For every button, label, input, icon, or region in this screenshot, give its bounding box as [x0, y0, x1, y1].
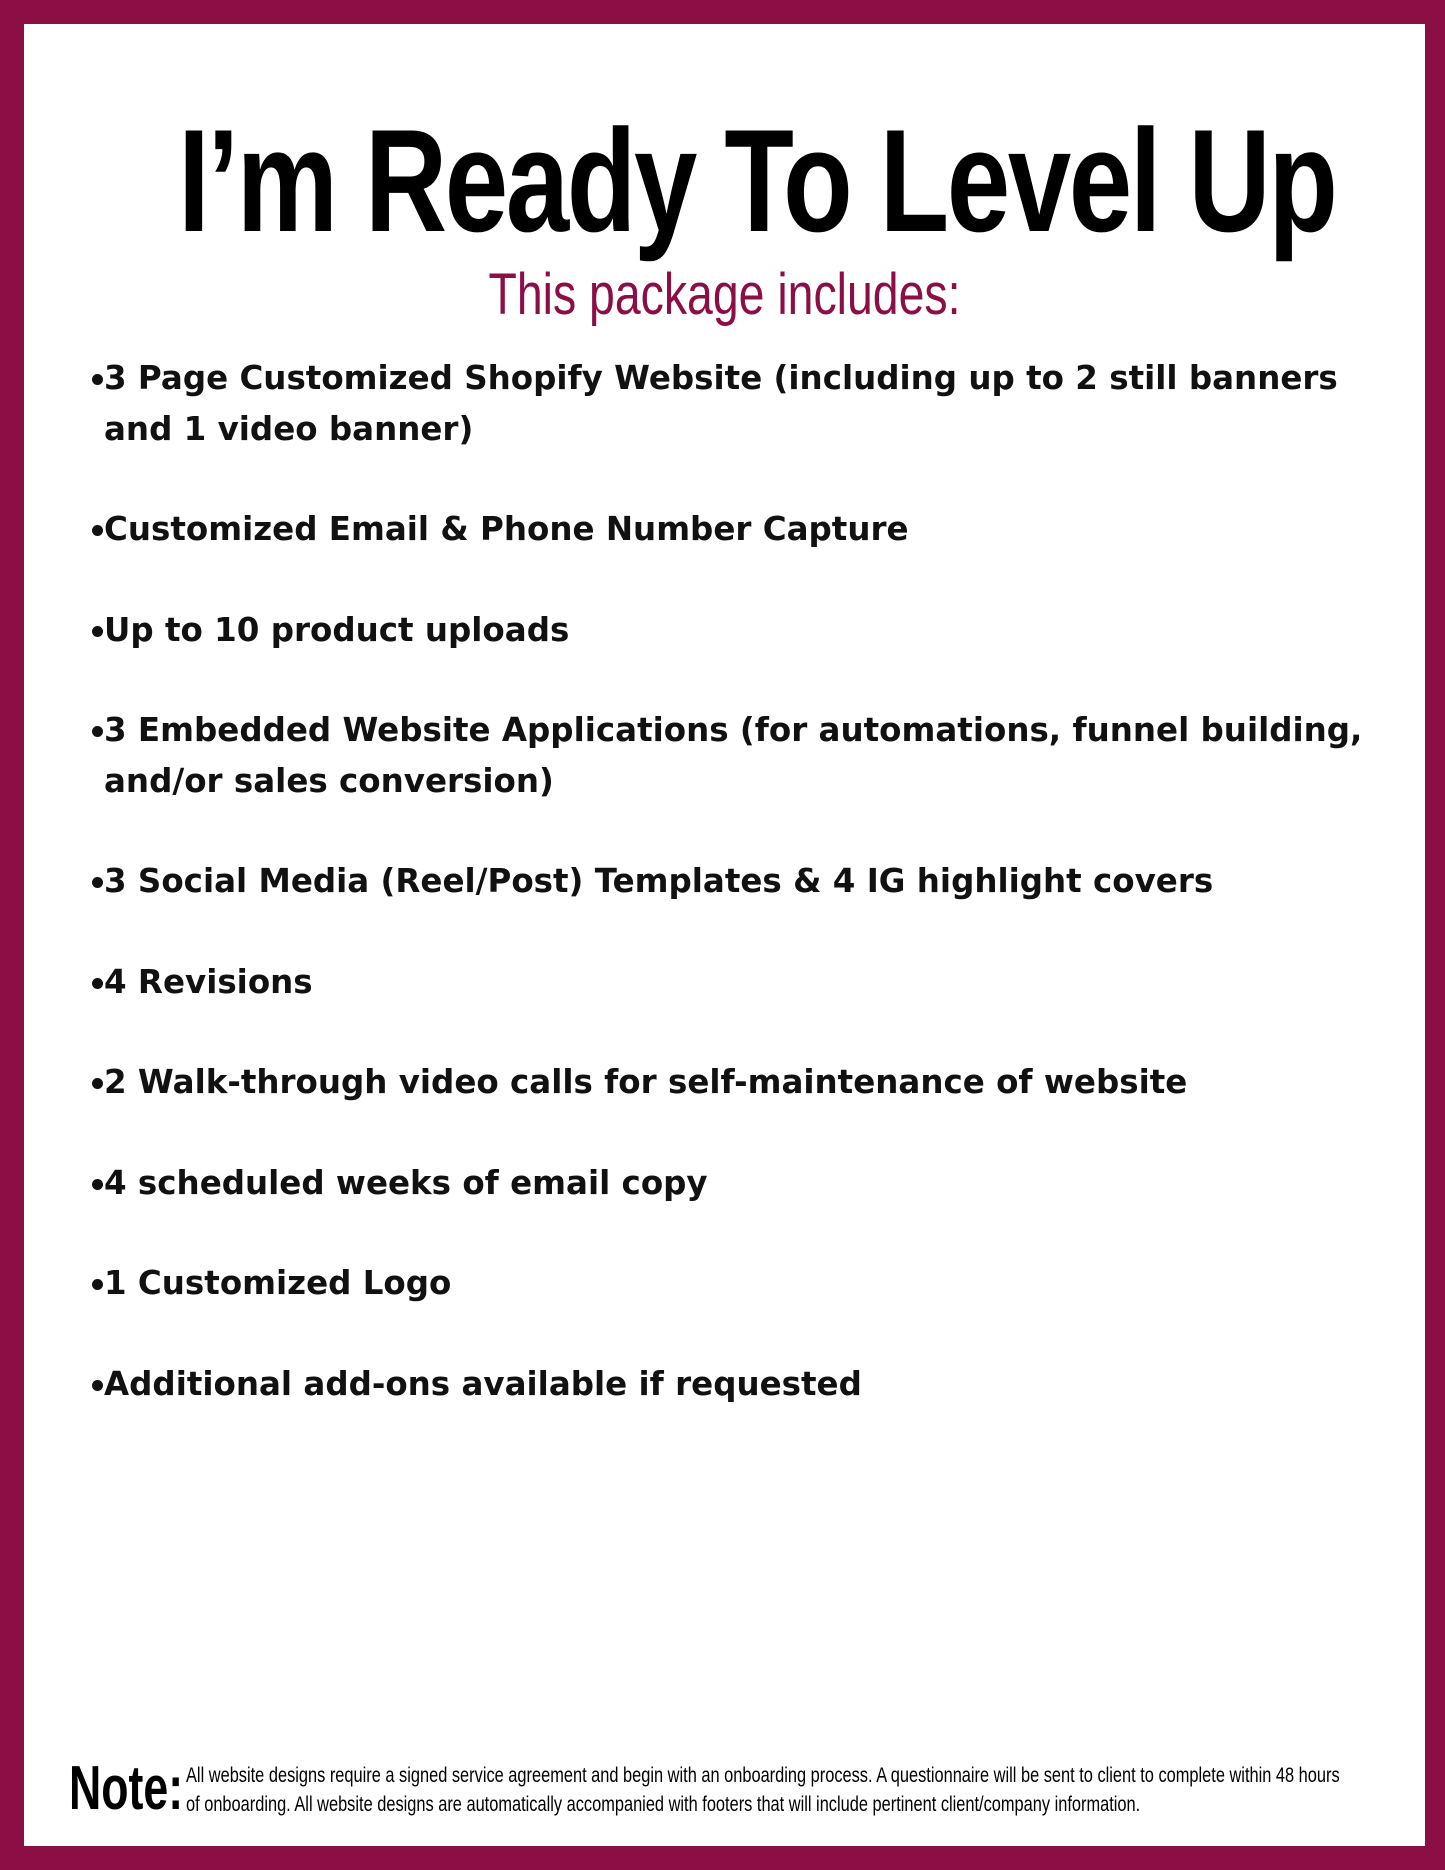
bullet-icon	[92, 726, 103, 737]
list-item	[104, 1157, 1404, 1208]
bullet-icon	[92, 626, 103, 637]
list-item	[104, 503, 1404, 554]
list-item	[104, 1056, 1404, 1107]
list-item	[104, 704, 1404, 806]
list-item-text: 1 Customized Logo	[104, 1263, 452, 1302]
bullet-icon	[92, 978, 103, 989]
list-item-text: 3 Page Customized Shopify Website (including up to 2 still banners and 1 video banner)	[104, 358, 1338, 448]
list-item-text: 4 scheduled weeks of email copy	[104, 1163, 708, 1202]
list-item	[104, 604, 1404, 655]
list-item-text: Up to 10 product uploads	[104, 610, 570, 649]
package-subtitle: This package includes:	[488, 262, 961, 327]
bullet-icon	[92, 1380, 103, 1391]
list-item-text: Additional add-ons available if requested	[104, 1364, 862, 1403]
bullet-icon	[92, 525, 103, 536]
page-title: I’m Ready To Level Up	[178, 99, 1336, 262]
list-item	[104, 1358, 1404, 1409]
list-item-text: 4 Revisions	[104, 962, 313, 1001]
note-label: Note:	[69, 1754, 184, 1823]
bullet-icon	[92, 1078, 103, 1089]
list-item-text: 2 Walk-through video calls for self-maintenance of website	[104, 1062, 1188, 1101]
list-item-text: Customized Email & Phone Number Capture	[104, 509, 909, 548]
bullet-icon	[92, 1179, 103, 1190]
list-item	[104, 1257, 1404, 1308]
list-item	[104, 352, 1404, 454]
bullet-icon	[92, 1279, 103, 1290]
list-item-text: 3 Social Media (Reel/Post) Templates & 4 IG highlight covers	[104, 861, 1214, 900]
list-item-text: 3 Embedded Website Applications (for automations, funnel building, and/or sales conversion)	[104, 710, 1363, 800]
bullet-icon	[92, 374, 103, 385]
list-item	[104, 855, 1404, 906]
note-text: All website designs require a signed service agreement and begin with an onboarding process. A questionnaire will be sent to client to complete within 48 hours of onboarding. All website designs are automatically accompanied with footers that will include pertinent client/company information.	[186, 1764, 1340, 1816]
document-page	[24, 24, 1425, 1846]
list-item	[104, 956, 1404, 1007]
bullet-icon	[92, 877, 103, 888]
